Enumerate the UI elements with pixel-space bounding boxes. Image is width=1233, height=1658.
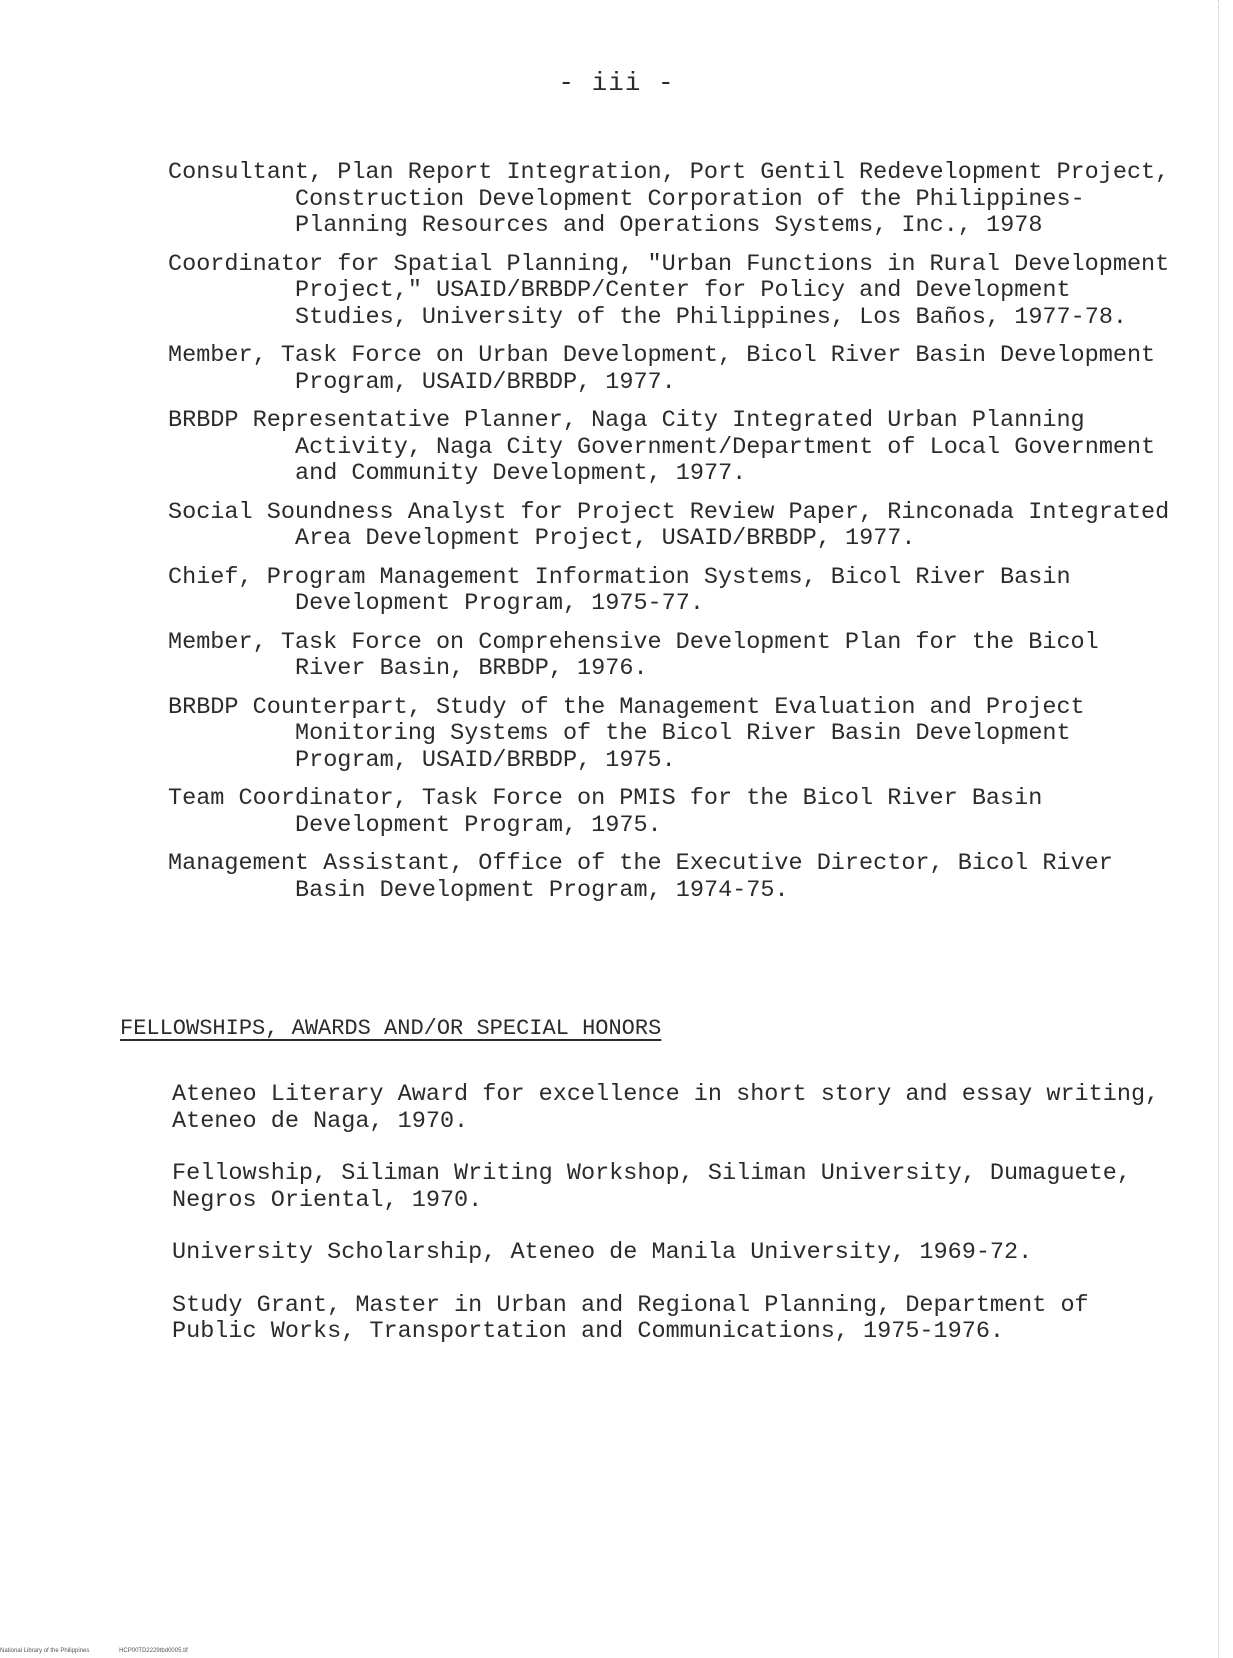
experience-entry: BRBDP Counterpart, Study of the Management Evaluation and Project Monitoring Systems of the Bicol River Basin Development Program, USAID/BRBDP, 1975. [168,693,1085,774]
honors-list [172,1082,1182,1372]
experience-list [168,160,1178,916]
honor-entry: Study Grant, Master in Urban and Regional Planning, Department of Public Works, Transportation and Communications, 1975-1976. [172,1291,1089,1345]
honor-entry: University Scholarship, Ateneo de Manila University, 1969-72. [172,1239,1033,1266]
page-number: - iii - [558,68,675,98]
footer-file: HCP00TD2229tbd0005.tif [119,1648,188,1654]
footer-library: National Library of the Philippines [0,1648,90,1654]
experience-entry: Social Soundness Analyst for Project Review Paper, Rinconada Integrated Area Development Project, USAID/BRBDP, 1977. [168,498,1170,552]
experience-entry: Coordinator for Spatial Planning, "Urban Functions in Rural Development Project," USAID/BRBDP/Center for Policy and Development Studies, University of the Philippines, Los Baños, 1977-78. [168,250,1170,331]
experience-entry: Consultant, Plan Report Integration, Port Gentil Redevelopment Project, Construction Development Corporation of the Philippines-Planning Resources and Operations Systems, Inc., 1978 [168,159,1170,239]
experience-entry: BRBDP Representative Planner, Naga City Integrated Urban Planning Activity, Naga City Government/Department of Local Government and Community Development, 1977. [168,407,1156,487]
experience-entry: Member, Task Force on Comprehensive Development Plan for the Bicol River Basin, BRBDP, 1976. [168,628,1099,682]
section-heading-honors: FELLOWSHIPS, AWARDS AND/OR SPECIAL HONORS [120,1016,662,1041]
scan-footer [0,1648,216,1654]
honor-entry: Fellowship, Siliman Writing Workshop, Siliman University, Dumaguete, Negros Oriental, 1970. [172,1160,1131,1214]
experience-entry: Team Coordinator, Task Force on PMIS for the Bicol River Basin Development Program, 1975. [168,785,1043,839]
honor-entry: Ateneo Literary Award for excellence in short story and essay writing, Ateneo de Naga, 1970. [172,1081,1160,1135]
experience-entry: Management Assistant, Office of the Executive Director, Bicol River Basin Development Program, 1974-75. [168,850,1113,904]
experience-entry: Chief, Program Management Information Systems, Bicol River Basin Development Program, 1975-77. [168,563,1071,617]
scan-edge-marks [1218,0,1225,1658]
experience-entry: Member, Task Force on Urban Development, Bicol River Basin Development Program, USAID/BRBDP, 1977. [168,342,1156,396]
